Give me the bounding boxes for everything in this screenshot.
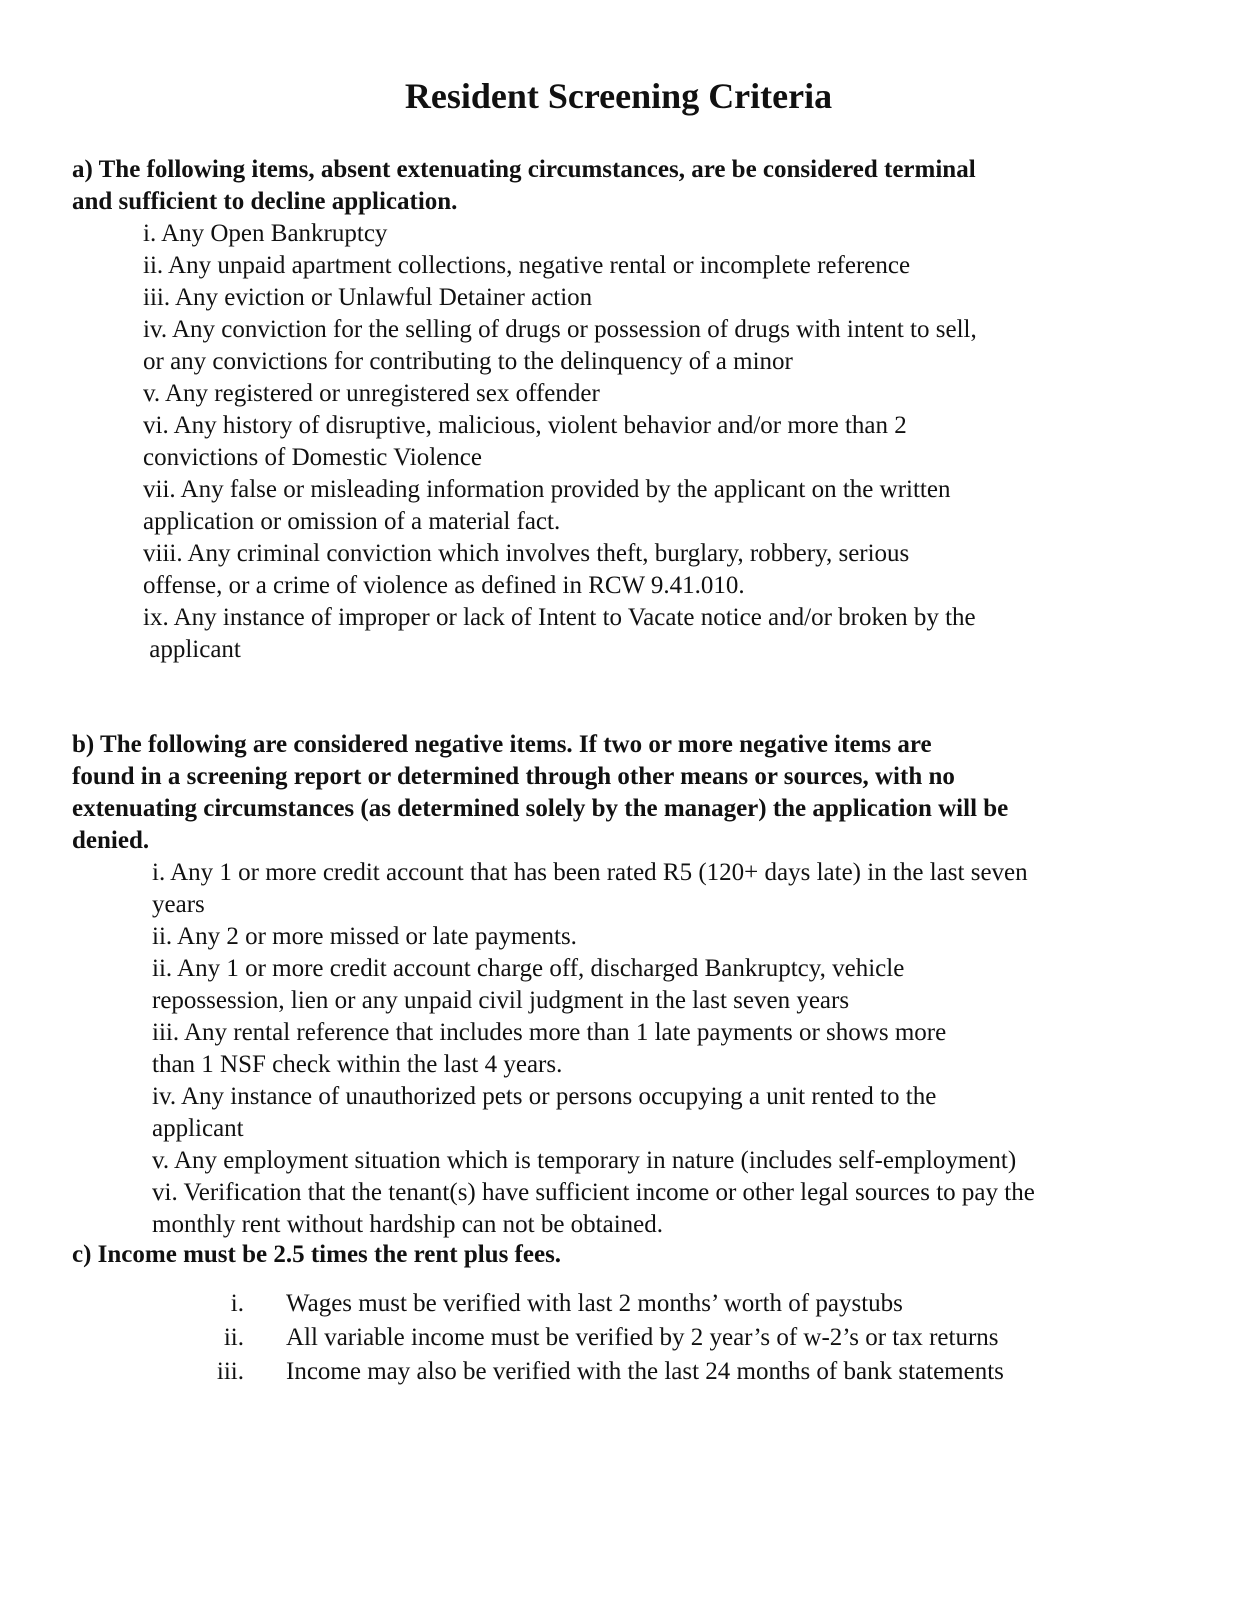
section-a-heading-line: a) The following items, absent extenuating circumstances, are be considered terminal bbox=[72, 156, 976, 183]
list-item-text: Income may also be verified with the last 24 months of bank statements bbox=[286, 1358, 1004, 1385]
section-a-item-line: vi. Any history of disruptive, malicious, violent behavior and/or more than 2 bbox=[143, 412, 907, 439]
section-b-item-line: ii. Any 1 or more credit account charge off, discharged Bankruptcy, vehicle bbox=[152, 955, 905, 982]
section-b-item-line: repossession, lien or any unpaid civil judgment in the last seven years bbox=[152, 987, 850, 1014]
section-a-heading-line: and sufficient to decline application. bbox=[72, 188, 458, 215]
section-a-item-line: ix. Any instance of improper or lack of Intent to Vacate notice and/or broken by the bbox=[143, 604, 976, 631]
section-b-heading-line: extenuating circumstances (as determined solely by the manager) the application will be bbox=[72, 795, 1009, 822]
section-a-item-line: applicant bbox=[143, 636, 241, 663]
list-item bbox=[200, 1356, 1160, 1390]
page-title: Resident Screening Criteria bbox=[404, 76, 833, 116]
list-item bbox=[200, 1288, 1160, 1322]
section-a-item-line: viii. Any criminal conviction which involves theft, burglary, robbery, serious bbox=[143, 540, 910, 567]
section-b-heading-line: b) The following are considered negative items. If two or more negative items are bbox=[72, 731, 932, 758]
section-a-item-line: vii. Any false or misleading information provided by the applicant on the written bbox=[143, 476, 951, 503]
section-c-heading: c) Income must be 2.5 times the rent plus fees. bbox=[72, 1241, 562, 1268]
section-b-heading-line: denied. bbox=[72, 827, 150, 854]
list-item-text: All variable income must be verified by 2 year’s of w-2’s or tax returns bbox=[286, 1324, 999, 1351]
section-b-item-line: i. Any 1 or more credit account that has been rated R5 (120+ days late) in the last seven bbox=[152, 859, 1028, 886]
section-b-item-line: than 1 NSF check within the last 4 years. bbox=[152, 1051, 563, 1078]
section-b-item-line: iii. Any rental reference that includes more than 1 late payments or shows more bbox=[152, 1019, 947, 1046]
section-a-item-line: v. Any registered or unregistered sex offender bbox=[143, 380, 600, 407]
section-a-item-line: iii. Any eviction or Unlawful Detainer action bbox=[143, 284, 593, 311]
income-list bbox=[200, 1288, 1160, 1390]
section-a-item-line: convictions of Domestic Violence bbox=[143, 444, 482, 471]
list-item-number: i. bbox=[230, 1290, 244, 1317]
section-b-item-line: vi. Verification that the tenant(s) have sufficient income or other legal sources to pay the bbox=[152, 1179, 1035, 1206]
section-a-item-line: offense, or a crime of violence as defined in RCW 9.41.010. bbox=[143, 572, 745, 599]
section-b-item-line: monthly rent without hardship can not be obtained. bbox=[152, 1211, 664, 1238]
section-a-item-line: ii. Any unpaid apartment collections, negative rental or incomplete reference bbox=[143, 252, 911, 279]
list-item-text: Wages must be verified with last 2 months’ worth of paystubs bbox=[286, 1290, 903, 1317]
section-b-item-line: ii. Any 2 or more missed or late payments. bbox=[152, 923, 577, 950]
section-b-item-line: years bbox=[152, 891, 205, 918]
section-a-item-line: iv. Any conviction for the selling of drugs or possession of drugs with intent to sell, bbox=[143, 316, 977, 343]
section-b-heading-line: found in a screening report or determined through other means or sources, with no bbox=[72, 763, 955, 790]
section-a-item-line: i. Any Open Bankruptcy bbox=[143, 220, 388, 247]
section-a-item-line: or any convictions for contributing to the delinquency of a minor bbox=[143, 348, 793, 375]
list-item bbox=[200, 1322, 1160, 1356]
section-b-item-line: v. Any employment situation which is temporary in nature (includes self-employment) bbox=[152, 1147, 1017, 1174]
list-item-number: ii. bbox=[223, 1324, 244, 1351]
section-b-item-line: iv. Any instance of unauthorized pets or persons occupying a unit rented to the bbox=[152, 1083, 937, 1110]
list-item-number: iii. bbox=[216, 1358, 244, 1385]
section-b-item-line: applicant bbox=[152, 1115, 244, 1142]
section-a-item-line: application or omission of a material fact. bbox=[143, 508, 561, 535]
